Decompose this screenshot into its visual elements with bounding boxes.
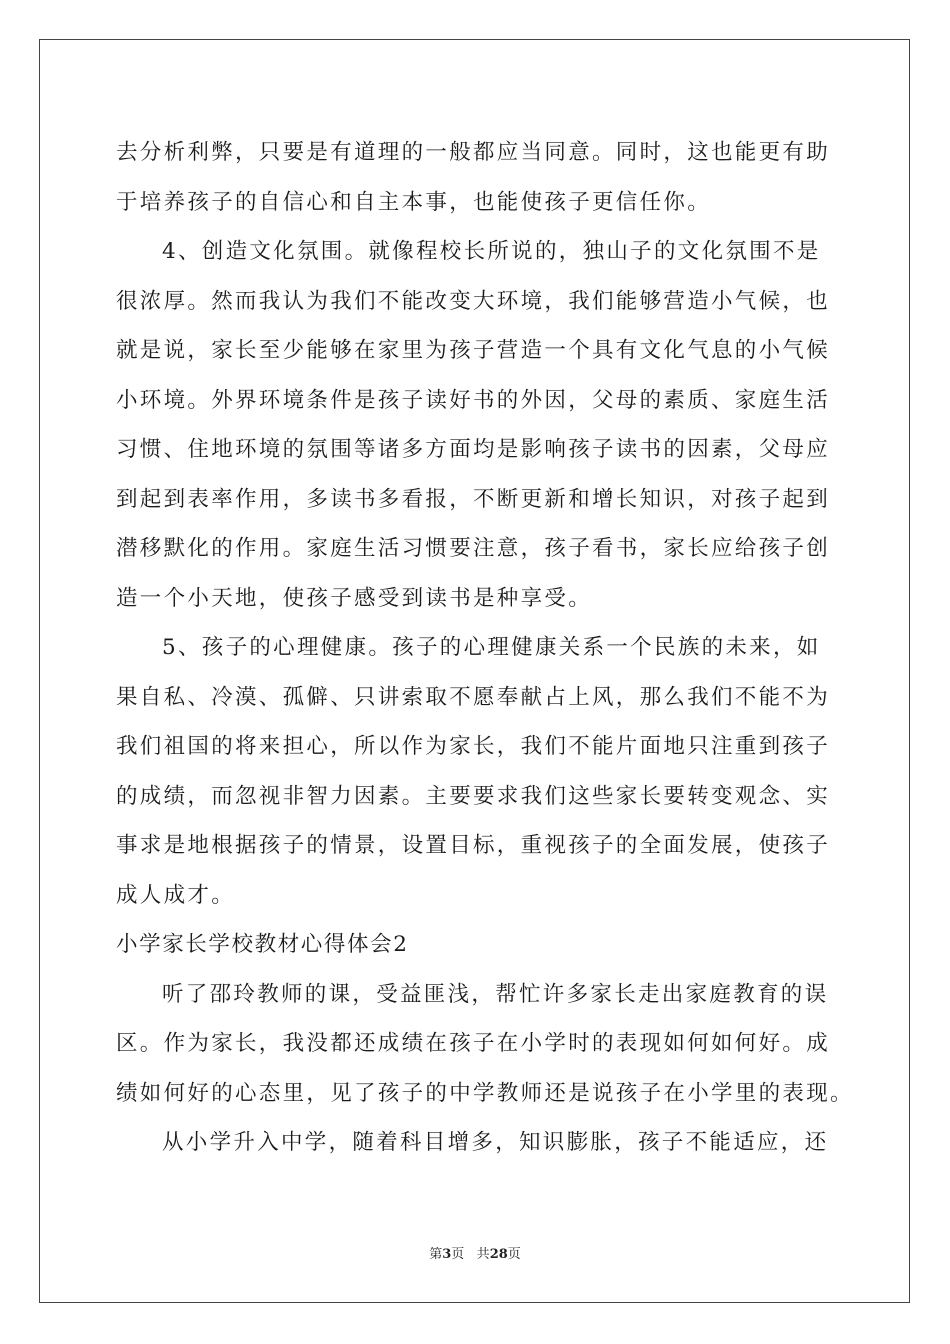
text-line: 习惯、住地环境的氛围等诸多方面均是影响孩子读书的因素，父母应 — [116, 437, 831, 462]
paragraph-continuation — [116, 128, 836, 227]
text-line: 造一个小天地，使孩子感受到读书是种享受。 — [116, 585, 593, 611]
text-line: 果自私、冷漠、孤僻、只讲索取不愿奉献占上风，那么我们不能不为 — [116, 684, 831, 710]
page-prefix: 第 — [429, 1247, 443, 1262]
paragraph-4 — [116, 227, 836, 623]
paragraph-6 — [116, 970, 854, 1119]
text-line: 5、孩子的心理健康。孩子的心理健康关系一个民族的未来，如 — [162, 635, 821, 660]
text-line: 就是说，家长至少能够在家里为孩子营造一个具有文化气息的小气候 — [116, 338, 831, 363]
text-line: 绩如何好的心态里，见了孩子的中学教师还是说孩子在小学里的表现。 — [116, 1080, 854, 1106]
text-line: 小环境。外界环境条件是孩子读好书的外因，父母的素质、家庭生活 — [116, 387, 831, 413]
text-line: 于培养孩子的自信心和自主本事，也能使孩子更信任你。 — [116, 189, 712, 215]
total-suffix: 页 — [507, 1247, 521, 1262]
text-line: 从小学升入中学，随着科目增多，知识膨胀，孩子不能适应，还 — [162, 1130, 829, 1155]
text-line: 去分析利弊，只要是有道理的一般都应当同意。同时，这也能更有助 — [116, 140, 831, 165]
section-heading: 小学家长学校教材心得体会2 — [116, 932, 409, 957]
text-line: 到起到表率作用，多读书多看报，不断更新和增长知识，对孩子起到 — [116, 486, 831, 512]
page-footer — [0, 1243, 950, 1262]
text-line: 的成绩，而忽视非智力因素。主要要求我们这些家长要转变观念、实 — [116, 783, 831, 809]
text-line: 成人成才。 — [116, 882, 236, 908]
document-body — [116, 128, 854, 1168]
page-number: 3 — [442, 1247, 452, 1262]
text-line: 我们祖国的将来担心，所以作为家长，我们不能片面地只注重到孩子 — [116, 734, 831, 759]
text-line: 区。作为家长，我没都还成绩在孩子在小学时的表现如何如何好。成 — [116, 1031, 831, 1056]
text-line: 很浓厚。然而我认为我们不能改变大环境，我们能够营造小气候，也 — [116, 288, 831, 314]
total-prefix: 共 — [476, 1247, 490, 1262]
page-suffix: 页 — [451, 1247, 465, 1262]
text-line: 潜移默化的作用。家庭生活习惯要注意，孩子看书，家长应给孩子创 — [116, 536, 831, 561]
paragraph-5 — [116, 623, 836, 920]
text-line: 4、创造文化氛围。就像程校长所说的，独山子的文化氛围不是 — [162, 239, 821, 264]
text-line: 听了邵玲教师的课，受益匪浅，帮忙许多家长走出家庭教育的误 — [162, 981, 829, 1007]
total-pages: 28 — [489, 1247, 508, 1262]
text-line: 事求是地根据孩子的情景，设置目标，重视孩子的全面发展，使孩子 — [116, 833, 831, 858]
paragraph-7 — [116, 1118, 836, 1168]
